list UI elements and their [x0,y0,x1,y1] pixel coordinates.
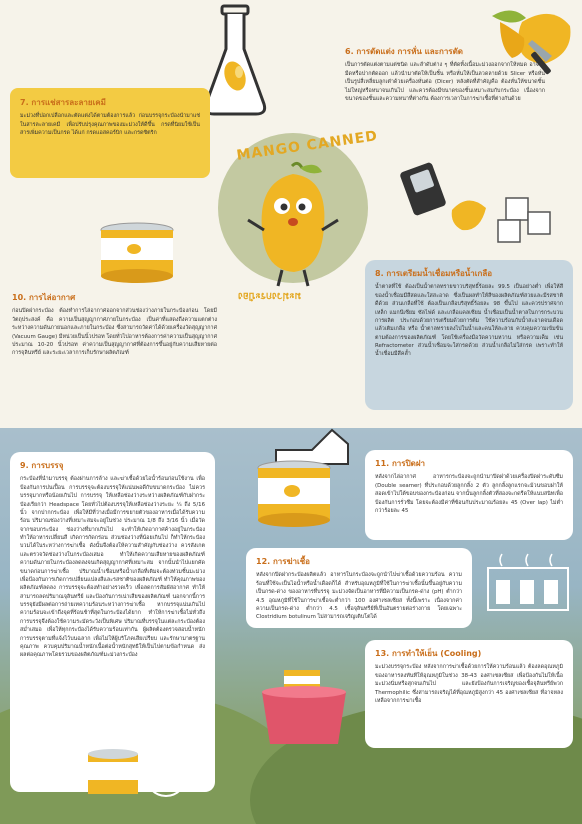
section-10-body: ก่อนปิดฝากระป๋อง ต้องทำการไล่อากาศออกจากส่วนช่องว่างภายในกระป๋องก่อน โดยมีวัตถุประสงค์ คือ ความเป็นสุญญากาศภายในกระป๋อง เป็นค่าที่แสดงถึงความแตกต่างระหว่างความดันภายนอกและภายในกระป๋อง ซึ่งสามารถวัดค่าได้ด้วยเครื่องวัดสุญญากาศ (Vacuum Gauge) มีหน่วยเป็นนิ้วปรอท โดยทั่วไปอาหารต้องการค่าความเป็นสุญญากาศประมาณ 10-20 นิ้วปรอท ค่าความเป็นสุญญากาศที่ต้องการขึ้นอยู่กับความเสียหายต่อการจุลินทรีย์ และระยะเวลาการเก็บรักษาผลิตภัณฑ์ [12,308,217,357]
logo-subtitle: มะม่วงกระป๋อง [238,290,302,301]
section-9-body: กระป๋องที่นำมาบรรจุ ต้องผ่านการล้าง และฆ่าเชื้อด้วยไอน้ำร้อนก่อนใช้งาน เพื่อป้องกันการปนเปื้อน การบรรจุจะต้องบรรจุให้แน่นพอดีกับขนาดกระป๋อง ไม่ควรบรรจุมากหรือน้อยเกินไป การบรรจุ ให้เหลือช่องว่างระหว่างผลิตภัณฑ์กับฝากระป๋องเรียกว่า Headspace โดยทั่วไปต้องบรรจุให้เหลือช่องว่างระยะ ¼ ถึง 5/16 นิ้ว จากปากกระป๋อง เพื่อให้มีที่ว่างเมื่อมีการขยายตัวของอาหารเมื่อได้รับความร้อน ปริมาณช่องว่างที่เหมาะสมจะอยู่ในช่วง ประมาณ 1/8 ถึง 3/16 นิ้ว เมื่อวัดจากขอบกระป๋อง ช่องว่างที่มากเกินไป จะทำให้เกิดอากาศค้างอยู่ในกระป๋อง ทำให้อาหารเปลี่ยนสี เกิดการกัดกร่อน ส่วนช่องว่างที่น้อยเกินไป ก็ทำให้กระป๋องบวมได้ในระหว่างการฆ่าเชื้อ ดังนั้นจึงต้องให้ความสำคัญกับช่องว่าง ควรสังเกตและตรวจวัดช่องว่างในกระป๋องเสมอ ทำให้เกิดความเสียหายของผลิตภัณฑ์ ความดันภายในกระป๋องลดลงจนเกิดสุญญากาศที่เหมาะสม จากนั้นนำไปแยกคัดขนาดก่อนการฆ่าเชื้อ ปริมาณน้ำเชื่อมหรือน้ำเกลือที่เติมจะต้องท่วมชิ้นมะม่วง เพื่อป้องกันการเกิดการเปลี่ยนแปลงสีและรสชาติของผลิตภัณฑ์ ทำให้คุณภาพของผลิตภัณฑ์ลดลง การบรรจุจะต้องทำอย่างรวดเร็ว เพื่อลดการสัมผัสอากาศ ทำให้สามารถลดปริมาณจุลินทรีย์ และป้องกันการเน่าเสียของผลิตภัณฑ์ นอกจากนี้การบรรจุยังมีผลต่อการถ่ายเทความร้อนระหว่างการฆ่าเชื้อ หากบรรจุแน่นเกินไปความร้อนจะเข้าถึงจุดที่ร้อนช้าที่สุดในกระป๋องได้ยาก ทำให้การฆ่าเชื้อไม่ทั่วถึง การบรรจุจึงต้องใช้ความระมัดระวังเป็นพิเศษ ปริมาณที่บรรจุในแต่ละกระป๋องต้องสม่ำเสมอ เพื่อให้ทุกกระป๋องได้รับความร้อนเท่ากัน ผู้ผลิตต้องตรวจสอบน้ำหนักการบรรจุตามที่แจ้งไว้บนฉลาก เพื่อไม่ให้ผู้บริโภคเสียเปรียบ และรักษามาตรฐานคุณภาพ ควบคุมปริมาณน้ำหนักเนื้อต่อน้ำหนักสุทธิให้เป็นไปตามข้อกำหนด ส่งผลต่อคุณภาพโดยรวมของผลิตภัณฑ์มะม่วงกระป๋อง [20,476,205,659]
section-8-body: น้ำตาลที่ใช้ ต้องเป็นน้ำตาลทรายขาวบริสุทธิ์ร้อยละ 99.5 เป็นอย่างต่ำ เพื่อให้สีของน้ำเชื่อมมีสีสดและใสสะอาด ซึ่งเป็นผลทำให้สีของผลิตภัณฑ์สวยและมีรสชาติดีด้วย ส่วนเกลือที่ใช้ ต้องเป็นเกลือบริสุทธิ์ร้อยละ 98 ขึ้นไป และควรปราศจากเหล็ก แมกนีเซียม ซัลไฟด์ และเกลือแคลเซียม น้ำเชื่อมเป็นน้ำตาลในการกระบวนการผลิต ประกอบด้วยการเตรียมด้วยการต้ม ใช้ความร้อนกับน้ำสะอาดจนเดือด แล้วเติมเกลือ หรือ น้ำตาลทรายลงไปในน้ำและคนให้ละลาย ควบคุมความเข้มข้น ตามต้องการของผลิตภัณฑ์ โดยใช้เครื่องมือวัดความหวาน หรือความเค็ม เช่น Refractometer ส่วนน้ำเชื่อมจะใส่กรดด้วย ส่วนน้ำเกลือไม่ใส่กรด เพราะทำให้น้ำเชื่อมมีสีคล้ำ [375,284,563,358]
section-8-title: 8. การเตรียมน้ำเชื่อมหรือน้ำเกลือ [375,269,493,278]
section-13-title: 13. การทำให้เย็น (Cooling) [375,649,482,658]
section-7-box [10,88,210,178]
mango-mascot [238,160,348,290]
section-10-title: 10. การไล่อากาศ [12,293,76,302]
section-6-body: เป็นการตัดแต่งตามแต่ชนิด และลำดับต่าง ๆ ที่ตัดทิ้งเนื้อมะม่วงออกจากให้หมด อาจให้มีดหรือปากตัดออก แล้วนำมาตัดให้เป็นชิ้น หรือหั่นให้เป็นลวดลายด้วย Slicer หรือหั่นเป็นรูปสี่เหลี่ยมลูกเต๋าด้วยเครื่องหั่นต่อ (Dicer) หลังตัดที่สำคัญคือ ต้องหั่นให้ขนาดชิ้นไม่ใหญ่หรือหนาจนเกินไป และควรต้องมีขนาดของชิ้นเหมาะสมกับกระป๋อง เนื่องจากขนาดของชิ้นและความหนาที่ต่างกัน ต้องการเวลาในการฆ่าเชื้อที่ต่างกันด้วย [345,62,545,102]
section-11-box [365,450,573,540]
section-9-title: 9. การบรรจุ [20,461,64,470]
section-7-title: 7. การแช่สารละลายเคมี [20,98,106,107]
mango-cubes-icon [448,190,560,248]
section-11-body: หลังจากไล่อากาศ อาหารกระป๋องจะถูกนำมาปิดฝาด้วยเครื่องปิดฝาระดับซีม (Double seamer) ที่ประกอบด้วยลูกกลิ้ง 2 ตัว ลูกกลิ้งลูกแรกจะม้วนขอบฝาให้สอดเข้าไปใต้ขอบของกระป๋องก่อน จากนั้นลูกกลิ้งตัวที่สองจะกดรีดให้แนบสนิทเพื่อป้องกันการรั่วซึม โดยจะต้องมีค่าที่ซ้อนกันประมาณร้อยละ 45 (Over lap) ไม่ต่ำกว่าร้อยละ 45 [375,474,563,514]
section-10-box [12,292,217,358]
section-13-body: มะม่วงบรรจุกระป๋อง หลังจากการฆ่าเชื้อด้วยการให้ความร้อนแล้ว ต้องลดอุณหภูมิของอาหารลงทันทีให้อุณหภูมิในช่วง 38-43 องศาเซลเซียส เพื่อป้องกันไม่ให้เนื้อมะม่วงนิ่มหรือสุกจนเกินไป และยังป้องกันการเจริญของเชื้อจุลินทรีย์พวก Thermophilic ซึ่งสามารถเจริญได้ที่อุณหภูมิสูงกว่า 45 องศาเซลเซียส ที่อาจหลงเหลือจากการฆ่าเชื้อ [375,664,563,704]
section-13-box [365,640,573,748]
can-icon [98,222,176,284]
section-6-box [345,46,545,103]
section-11-title: 11. การปิดฝา [375,459,426,468]
section-6-title: 6. การตัดแต่ง การหั่น และการตัด [345,47,463,56]
section-8-box [365,260,573,410]
logo-title: MANGO CANNED [235,128,379,164]
cans-stack-icon [84,740,194,802]
section-7-body: มะม่วงที่ปอกเปลือกและตัดแต่งได้ตามต้องการแล้ว ก่อนบรรจุกระป๋องนำมาแช่ในสารละลายเคมี เพื่อปรับปรุงคุณภาพของมะม่วงให้ดีขึ้น กรดที่นิยมใช้เป็นสารเพิ่มความเป็นกรด ได้แก่ กรดแอสคอร์บิก และกรดซิตริก [20,113,200,137]
flask-icon [200,4,270,119]
section-12-title: 12. การฆ่าเชื้อ [256,557,310,566]
section-12-body: หลังจากปิดฝากระป๋องผลิตแล้ว อาหารในกระป๋องจะถูกนำไปฆ่าเชื้อด้วยความร้อน ความร้อนที่ใช้จะเป็นไอน้ำหรือน้ำเดือดก็ได้ สำหรับอุณหภูมิที่ใช้ในการฆ่าเชื้อนั้นขึ้นอยู่กับความเป็นกรด-ด่าง ของอาหารที่บรรจุ มะม่วงจัดเป็นอาหารที่มีความเป็นกรด-ด่าง (pH) ต่ำกว่า 4.5 อุณหภูมิที่ใช้ในการฆ่าเชื้อจะต่ำกว่า 100 องศาเซลเซียส ทั้งนี้เพราะ เนื่องจากค่าความเป็นกรด-ด่าง ต่ำกว่า 4.5 เชื้อจุลินทรีย์ที่เป็นอันตรายต่อร่างกาย โดยเฉพาะ Clostridium botulinum ไม่สามารถเจริญเติบโตได้ [256,572,462,621]
sealed-can-icon [254,460,334,530]
sterilizer-icon [482,552,574,614]
section-12-box [246,548,472,628]
cooling-bucket-icon [258,668,350,748]
